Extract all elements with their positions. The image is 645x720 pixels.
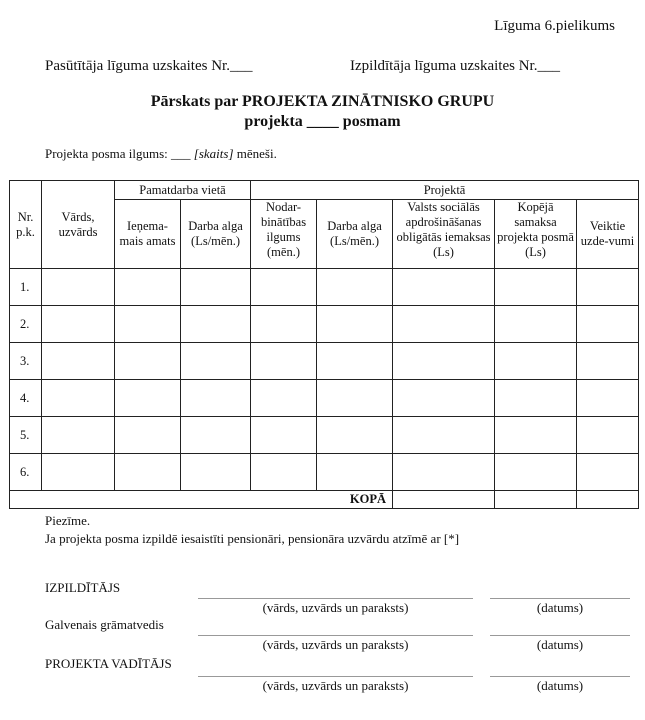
- column-header-salary-main: Darba alga (Ls/mēn.): [181, 200, 251, 269]
- row-number: 5.: [10, 417, 42, 454]
- row-number: 6.: [10, 454, 42, 491]
- row-number: 3.: [10, 343, 42, 380]
- cell-salary-main[interactable]: [181, 269, 251, 306]
- duration-label: Projekta posma ilgums:: [45, 146, 172, 161]
- cell-total-cost[interactable]: [495, 306, 577, 343]
- cell-employment[interactable]: [251, 269, 317, 306]
- cell-social-tax[interactable]: [393, 343, 495, 380]
- signature-line-accountant-date[interactable]: [490, 635, 630, 636]
- research-group-table: [9, 180, 639, 509]
- cell-total-cost[interactable]: [495, 380, 577, 417]
- table-row: [10, 380, 639, 417]
- row-number: 4.: [10, 380, 42, 417]
- row-number: 2.: [10, 306, 42, 343]
- row-number: 1.: [10, 269, 42, 306]
- column-header-social-tax: Valsts sociālās apdrošināšanas obligātās iemaksas (Ls): [393, 200, 495, 269]
- cell-employment[interactable]: [251, 417, 317, 454]
- title-main: PROJEKTA ZINĀTNISKO GRUPU: [242, 93, 495, 110]
- cell-salary-project[interactable]: [317, 417, 393, 454]
- cell-employment[interactable]: [251, 343, 317, 380]
- cell-position[interactable]: [115, 380, 181, 417]
- cell-social-tax[interactable]: [393, 417, 495, 454]
- cell-name[interactable]: [42, 454, 115, 491]
- signature-line-leader-date[interactable]: [490, 676, 630, 677]
- cell-total-cost[interactable]: [495, 417, 577, 454]
- caption-date: (datums): [536, 600, 584, 615]
- caption-name-signature: (vārds, uzvārds un paraksts): [262, 637, 409, 652]
- title-prefix: Pārskats par: [150, 93, 243, 110]
- cell-salary-main[interactable]: [181, 380, 251, 417]
- cell-employment[interactable]: [251, 454, 317, 491]
- note-text: Ja projekta posma izpildē iesaistīti pensionāri, pensionāra uzvārdu atzīmē ar [*]: [45, 531, 460, 546]
- caption-name-signature: (vārds, uzvārds un paraksts): [262, 678, 409, 693]
- caption-date: (datums): [536, 637, 584, 652]
- cell-tasks[interactable]: [577, 454, 639, 491]
- cell-salary-project[interactable]: [317, 343, 393, 380]
- contractor-registration-number: Izpildītāja līguma uzskaites Nr.___: [350, 58, 560, 74]
- cell-tasks[interactable]: [577, 380, 639, 417]
- cell-position[interactable]: [115, 417, 181, 454]
- duration-blank: ___: [171, 146, 191, 161]
- cell-name[interactable]: [42, 306, 115, 343]
- cell-employment[interactable]: [251, 380, 317, 417]
- cell-position[interactable]: [115, 269, 181, 306]
- cell-position[interactable]: [115, 454, 181, 491]
- total-label: KOPĀ: [10, 491, 393, 509]
- signature-label-accountant: Galvenais grāmatvedis: [45, 617, 164, 632]
- table-row: [10, 269, 639, 306]
- client-registration-number: Pasūtītāja līguma uzskaites Nr.___: [45, 58, 253, 74]
- cell-name[interactable]: [42, 343, 115, 380]
- column-header-total-cost: Kopējā samaksa projekta posmā (Ls): [495, 200, 577, 269]
- cell-salary-project[interactable]: [317, 306, 393, 343]
- table-row: [10, 454, 639, 491]
- cell-tasks[interactable]: [577, 417, 639, 454]
- table-group-header-row: [10, 181, 639, 200]
- table-row: [10, 343, 639, 380]
- cell-salary-main[interactable]: [181, 454, 251, 491]
- signature-line-leader-name[interactable]: [198, 676, 473, 677]
- duration-unit: mēneši.: [233, 146, 277, 161]
- column-header-salary-project: Darba alga (Ls/mēn.): [317, 200, 393, 269]
- annex-label: Līguma 6.pielikums: [494, 18, 615, 34]
- cell-salary-main[interactable]: [181, 306, 251, 343]
- cell-salary-main[interactable]: [181, 417, 251, 454]
- cell-position[interactable]: [115, 343, 181, 380]
- caption-date: (datums): [536, 678, 584, 693]
- cell-social-tax[interactable]: [393, 269, 495, 306]
- caption-name-signature: (vārds, uzvārds un paraksts): [262, 600, 409, 615]
- signature-label-contractor: IZPILDĪTĀJS: [45, 580, 121, 595]
- cell-salary-main[interactable]: [181, 343, 251, 380]
- cell-social-tax[interactable]: [393, 306, 495, 343]
- table-row: [10, 417, 639, 454]
- cell-name[interactable]: [42, 269, 115, 306]
- cell-total-cost[interactable]: [495, 269, 577, 306]
- cell-tasks[interactable]: [577, 269, 639, 306]
- stage-duration: [45, 146, 277, 162]
- title-stage-line: projekta ____ posmam: [244, 113, 401, 130]
- signature-line-contractor-name[interactable]: [198, 598, 473, 599]
- total-empty: [577, 491, 639, 509]
- column-header-tasks: Veiktie uzde-vumi: [577, 200, 639, 269]
- table-row: [10, 306, 639, 343]
- cell-name[interactable]: [42, 380, 115, 417]
- column-header-name: Vārds, uzvārds: [42, 181, 115, 269]
- column-header-nr: Nr. p.k.: [10, 181, 42, 269]
- cell-total-cost[interactable]: [495, 454, 577, 491]
- duration-placeholder: [skaits]: [193, 146, 234, 161]
- cell-salary-project[interactable]: [317, 454, 393, 491]
- cell-salary-project[interactable]: [317, 269, 393, 306]
- group-header-project: Projektā: [251, 181, 639, 200]
- cell-name[interactable]: [42, 417, 115, 454]
- cell-social-tax[interactable]: [393, 454, 495, 491]
- column-header-employment-duration: Nodar-binātības ilgums (mēn.): [251, 200, 317, 269]
- cell-social-tax[interactable]: [393, 380, 495, 417]
- cell-tasks[interactable]: [577, 343, 639, 380]
- cell-employment[interactable]: [251, 306, 317, 343]
- cell-total-cost[interactable]: [495, 343, 577, 380]
- signature-label-project-leader: PROJEKTA VADĪTĀJS: [45, 656, 172, 671]
- signature-line-contractor-date[interactable]: [490, 598, 630, 599]
- cell-salary-project[interactable]: [317, 380, 393, 417]
- total-social-tax[interactable]: [393, 491, 495, 509]
- cell-position[interactable]: [115, 306, 181, 343]
- document-title: [0, 92, 645, 132]
- cell-tasks[interactable]: [577, 306, 639, 343]
- total-cost[interactable]: [495, 491, 577, 509]
- column-header-position: Ieņema-mais amats: [115, 200, 181, 269]
- signature-line-accountant-name[interactable]: [198, 635, 473, 636]
- table-total-row: [10, 491, 639, 509]
- note-title: Piezīme.: [45, 513, 91, 528]
- group-header-main-workplace: Pamatdarba vietā: [115, 181, 251, 200]
